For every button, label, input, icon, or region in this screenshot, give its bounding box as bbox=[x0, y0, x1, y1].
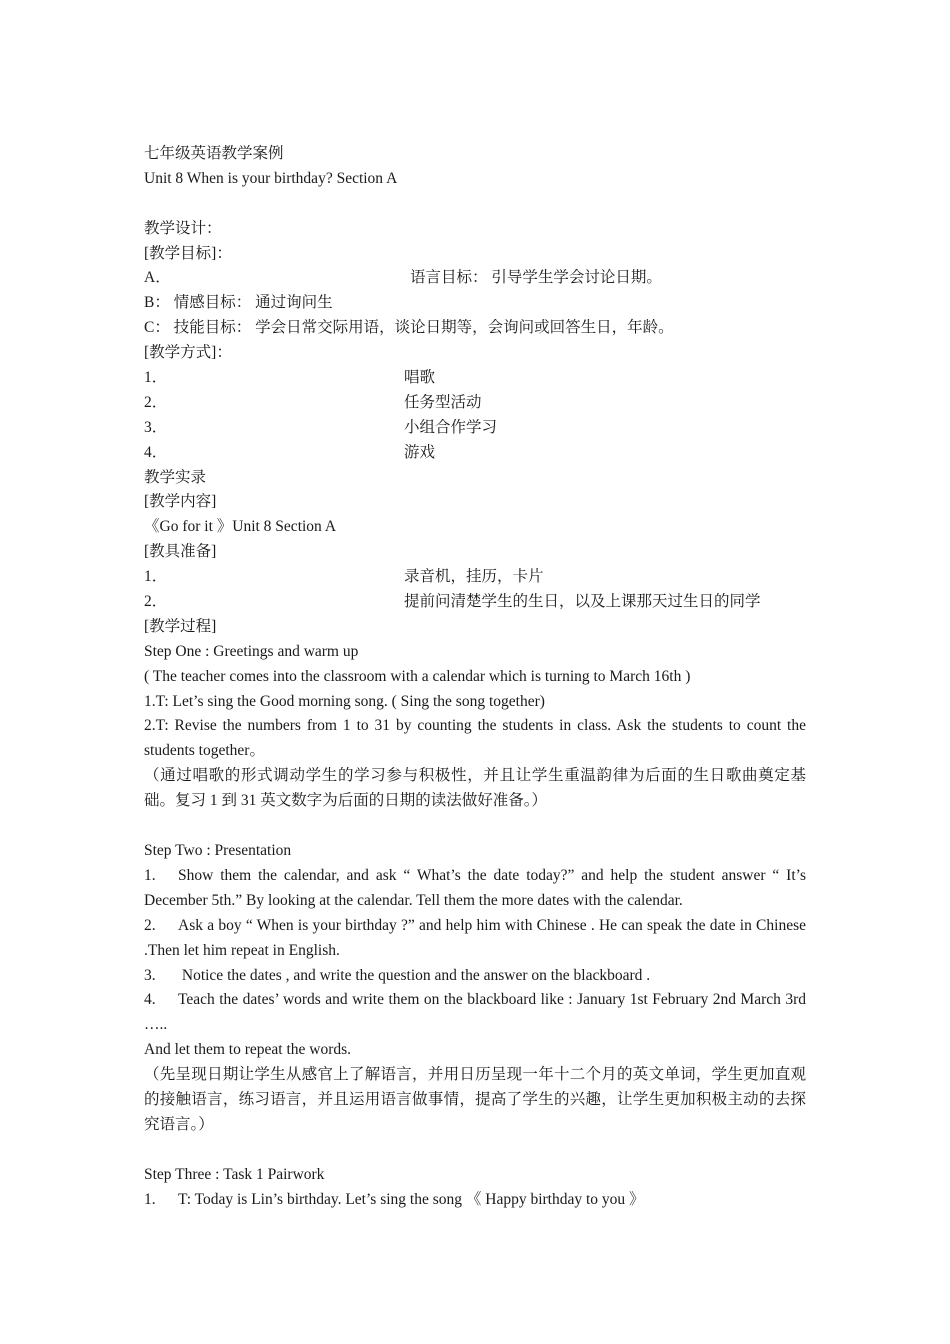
step2-repeat: And let them to repeat the words. bbox=[144, 1041, 352, 1059]
tools-heading: [教具准备] bbox=[144, 543, 217, 561]
tool-num: 1． bbox=[144, 568, 168, 586]
tool-text: 录音机，挂历，卡片 bbox=[404, 568, 544, 586]
step2-item-text: Ask a boy “ When is your birthday ?” and help him with Chinese . He can speak the date in Chinese .Then let him repeat in English. bbox=[144, 916, 806, 959]
method-text: 游戏 bbox=[404, 443, 436, 461]
step3-item-num: 1. bbox=[144, 1190, 156, 1208]
tool-item bbox=[144, 590, 806, 615]
step1-comment: （通过唱歌的形式调动学生的学习参与积极性，并且让学生重温韵律为后面的生日歌曲奠定基础。复习 1 到 31 英文数字为后面的日期的读法做好准备。） bbox=[144, 767, 806, 810]
blank-line bbox=[144, 814, 806, 839]
goal-a-label: A． bbox=[144, 269, 171, 287]
step2-item bbox=[144, 864, 806, 914]
step2-item-text: Notice the dates , and write the question and the answer on the blackboard . bbox=[178, 966, 651, 984]
method-num: 3． bbox=[144, 418, 168, 436]
method-text: 唱歌 bbox=[404, 369, 436, 387]
method-num: 4． bbox=[144, 443, 168, 461]
step2-item-num: 2. bbox=[144, 916, 156, 934]
step2-item bbox=[144, 988, 806, 1038]
unit-title: Unit 8 When is your birthday? Section A bbox=[144, 169, 398, 187]
tool-text: 提前问清楚学生的生日，以及上课那天过生日的同学 bbox=[404, 593, 761, 611]
goals-heading: [教学目标]： bbox=[144, 244, 232, 262]
goal-a-text: 语言目标： 引导学生学会讨论日期。 bbox=[410, 269, 662, 287]
method-num: 2． bbox=[144, 393, 168, 411]
process-heading: [教学过程] bbox=[144, 617, 217, 635]
step2-title: Step Two : Presentation bbox=[144, 842, 292, 859]
design-heading: 教学设计： bbox=[144, 219, 222, 237]
step1-item: 1.T: Let’s sing the Good morning song. ( Sing the song together) bbox=[144, 692, 545, 710]
method-item bbox=[144, 416, 806, 441]
goal-b: B： 情感目标： 通过询问生 bbox=[144, 294, 333, 312]
step2-item-num: 1. bbox=[144, 866, 156, 884]
method-item bbox=[144, 366, 806, 391]
step1-note: ( The teacher comes into the classroom with a calendar which is turning to March 16th ) bbox=[144, 667, 691, 685]
method-text: 任务型活动 bbox=[404, 393, 482, 411]
step3-item-text: T: Today is Lin’s birthday. Let’s sing the song 《 Happy birthday to you 》 bbox=[178, 1190, 645, 1208]
blank-line bbox=[144, 192, 806, 217]
method-num: 1． bbox=[144, 369, 168, 387]
method-item bbox=[144, 441, 806, 466]
tool-num: 2． bbox=[144, 593, 168, 611]
step2-item-text: Teach the dates’ words and write them on the blackboard like : January 1st February 2nd March 3rd ….. bbox=[144, 991, 806, 1034]
methods-heading: [教学方式]： bbox=[144, 344, 232, 362]
step2-item-num: 3. bbox=[144, 966, 156, 984]
step2-item bbox=[144, 964, 806, 989]
method-text: 小组合作学习 bbox=[404, 418, 498, 436]
step2-item-num: 4. bbox=[144, 991, 156, 1009]
doc-title: 七年级英语教学案例 bbox=[144, 145, 284, 162]
method-item bbox=[144, 391, 806, 416]
step2-comment: （先呈现日期让学生从感官上了解语言，并用日历呈现一年十二个月的英文单词，学生更加直观的接触语言，练习语言，并且运用语言做事情，提高了学生的兴趣，让学生更加积极主动的去探究语言。） bbox=[144, 1066, 806, 1133]
content-text: 《Go for it 》Unit 8 Section A bbox=[144, 518, 337, 536]
step3-title: Step Three : Task 1 Pairwork bbox=[144, 1165, 325, 1183]
record-heading: 教学实录 bbox=[144, 468, 207, 486]
goal-a bbox=[144, 266, 806, 291]
step3-item bbox=[144, 1188, 806, 1213]
blank-line bbox=[144, 1138, 806, 1163]
step2-item-text: Show them the calendar, and ask “ What’s the date today?” and help the student answer “ It’s December 5th.” By looking at the calendar. Tell them the more dates with the calendar. bbox=[144, 866, 806, 909]
goal-c: C： 技能目标： 学会日常交际用语，谈论日期等，会询问或回答生日，年龄。 bbox=[144, 319, 674, 337]
step1-item: 2.T: Revise the numbers from 1 to 31 by counting the students in class. Ask the students to count the students together。 bbox=[144, 717, 806, 760]
step1-title: Step One : Greetings and warm up bbox=[144, 642, 359, 660]
content-heading: [教学内容] bbox=[144, 493, 217, 511]
step2-item bbox=[144, 914, 806, 964]
tool-item bbox=[144, 565, 806, 590]
